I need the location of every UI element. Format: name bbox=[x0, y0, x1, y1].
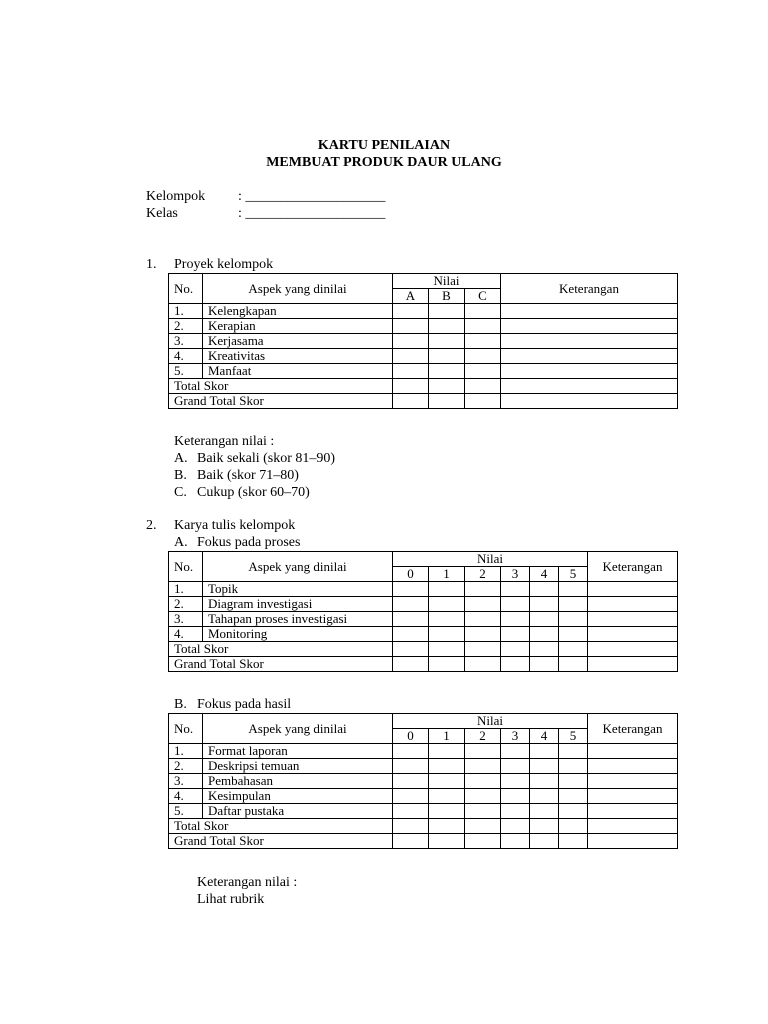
row-aspek: Diagram investigasi bbox=[203, 597, 393, 612]
score-cell[interactable] bbox=[393, 364, 429, 379]
keterangan-cell[interactable] bbox=[501, 349, 678, 364]
row-no: 3. bbox=[169, 774, 203, 789]
table-row bbox=[169, 744, 678, 759]
header-no: No. bbox=[169, 552, 203, 582]
table-row bbox=[169, 582, 678, 597]
score-cell[interactable] bbox=[429, 804, 465, 819]
score-cell[interactable] bbox=[530, 834, 559, 849]
score-cell[interactable] bbox=[530, 744, 559, 759]
score-cell[interactable] bbox=[501, 774, 530, 789]
legend-text: Baik (skor 71–80) bbox=[197, 468, 299, 483]
score-cell[interactable] bbox=[530, 582, 559, 597]
section2-legend-text: Lihat rubrik bbox=[197, 892, 265, 907]
score-2: 2 bbox=[465, 729, 501, 744]
score-cell[interactable] bbox=[393, 819, 429, 834]
row-no: 4. bbox=[169, 349, 203, 364]
keterangan-cell[interactable] bbox=[501, 319, 678, 334]
score-cell[interactable] bbox=[501, 657, 530, 672]
row-no: 3. bbox=[169, 334, 203, 349]
section1-number: 1. bbox=[146, 257, 157, 272]
score-cell[interactable] bbox=[429, 819, 465, 834]
header-keterangan: Keterangan bbox=[501, 274, 678, 304]
score-cell[interactable] bbox=[559, 657, 588, 672]
score-cell[interactable] bbox=[501, 759, 530, 774]
score-cell[interactable] bbox=[559, 744, 588, 759]
row-no: 5. bbox=[169, 804, 203, 819]
score-cell[interactable] bbox=[393, 582, 429, 597]
score-5: 5 bbox=[559, 567, 588, 582]
score-3: 3 bbox=[501, 567, 530, 582]
header-nilai: Nilai bbox=[393, 274, 501, 289]
score-cell[interactable] bbox=[501, 804, 530, 819]
keterangan-cell[interactable] bbox=[588, 582, 678, 597]
row-aspek: Deskripsi temuan bbox=[203, 759, 393, 774]
table-row bbox=[169, 804, 678, 819]
score-cell[interactable] bbox=[559, 642, 588, 657]
row-aspek: Pembahasan bbox=[203, 774, 393, 789]
header-aspek: Aspek yang dinilai bbox=[203, 274, 393, 304]
page-title: KARTU PENILAIAN bbox=[317, 138, 451, 153]
row-aspek: Format laporan bbox=[203, 744, 393, 759]
keterangan-cell[interactable] bbox=[588, 612, 678, 627]
table-row bbox=[169, 349, 678, 364]
score-cell[interactable] bbox=[501, 834, 530, 849]
grand-total-label: Grand Total Skor bbox=[169, 394, 393, 409]
score-cell[interactable] bbox=[559, 804, 588, 819]
score-cell[interactable] bbox=[501, 612, 530, 627]
total-row bbox=[169, 819, 678, 834]
score-cell[interactable] bbox=[429, 319, 465, 334]
section1-legend-title: Keterangan nilai : bbox=[174, 434, 275, 449]
row-no: 4. bbox=[169, 789, 203, 804]
row-aspek: Kerapian bbox=[203, 319, 393, 334]
grand-total-row bbox=[169, 834, 678, 849]
score-cell[interactable] bbox=[429, 627, 465, 642]
keterangan-cell[interactable] bbox=[501, 334, 678, 349]
header-aspek: Aspek yang dinilai bbox=[203, 714, 393, 744]
total-skor-label: Total Skor bbox=[169, 819, 393, 834]
score-cell[interactable] bbox=[465, 379, 501, 394]
table-proyek-kelompok bbox=[168, 273, 678, 409]
row-no: 4. bbox=[169, 627, 203, 642]
score-cell[interactable] bbox=[429, 334, 465, 349]
score-cell[interactable] bbox=[429, 379, 465, 394]
score-cell[interactable] bbox=[530, 657, 559, 672]
keterangan-cell[interactable] bbox=[588, 597, 678, 612]
score-cell[interactable] bbox=[429, 304, 465, 319]
score-cell[interactable] bbox=[530, 597, 559, 612]
keterangan-cell[interactable] bbox=[588, 657, 678, 672]
grand-total-label: Grand Total Skor bbox=[169, 657, 393, 672]
score-cell[interactable] bbox=[530, 789, 559, 804]
table-row bbox=[169, 304, 678, 319]
row-no: 5. bbox=[169, 364, 203, 379]
score-0: 0 bbox=[393, 729, 429, 744]
score-cell[interactable] bbox=[393, 834, 429, 849]
score-cell[interactable] bbox=[393, 744, 429, 759]
kelas-field[interactable]: : ____________________ bbox=[238, 206, 386, 221]
score-cell[interactable] bbox=[465, 364, 501, 379]
score-cell[interactable] bbox=[393, 334, 429, 349]
score-cell[interactable] bbox=[559, 582, 588, 597]
score-cell[interactable] bbox=[429, 582, 465, 597]
grade-c: C bbox=[465, 289, 501, 304]
score-cell[interactable] bbox=[393, 394, 429, 409]
score-cell[interactable] bbox=[393, 379, 429, 394]
score-cell[interactable] bbox=[465, 789, 501, 804]
score-cell[interactable] bbox=[501, 642, 530, 657]
score-cell[interactable] bbox=[465, 304, 501, 319]
score-cell[interactable] bbox=[393, 642, 429, 657]
table-row bbox=[169, 364, 678, 379]
score-cell[interactable] bbox=[559, 759, 588, 774]
score-cell[interactable] bbox=[393, 774, 429, 789]
keterangan-cell[interactable] bbox=[501, 394, 678, 409]
header-aspek: Aspek yang dinilai bbox=[203, 552, 393, 582]
score-cell[interactable] bbox=[393, 319, 429, 334]
score-cell[interactable] bbox=[465, 657, 501, 672]
table-row bbox=[169, 612, 678, 627]
legend-text: Baik sekali (skor 81–90) bbox=[197, 451, 336, 466]
section2b-title: Fokus pada hasil bbox=[197, 697, 292, 712]
score-cell[interactable] bbox=[465, 759, 501, 774]
row-aspek: Tahapan proses investigasi bbox=[203, 612, 393, 627]
keterangan-cell[interactable] bbox=[588, 789, 678, 804]
grand-total-label: Grand Total Skor bbox=[169, 834, 393, 849]
row-aspek: Topik bbox=[203, 582, 393, 597]
score-cell[interactable] bbox=[429, 364, 465, 379]
score-cell[interactable] bbox=[530, 642, 559, 657]
legend-text: Cukup (skor 60–70) bbox=[197, 485, 310, 500]
section2-title: Karya tulis kelompok bbox=[174, 518, 296, 533]
score-cell[interactable] bbox=[393, 349, 429, 364]
score-cell[interactable] bbox=[501, 789, 530, 804]
score-cell[interactable] bbox=[465, 349, 501, 364]
kelompok-field[interactable]: : ____________________ bbox=[238, 189, 386, 204]
table-fokus-proses bbox=[168, 551, 678, 672]
grand-total-row bbox=[169, 657, 678, 672]
row-aspek: Monitoring bbox=[203, 627, 393, 642]
section2-legend-title: Keterangan nilai : bbox=[197, 875, 298, 890]
score-cell[interactable] bbox=[530, 804, 559, 819]
score-cell[interactable] bbox=[393, 804, 429, 819]
score-cell[interactable] bbox=[429, 774, 465, 789]
score-cell[interactable] bbox=[559, 612, 588, 627]
score-1: 1 bbox=[429, 567, 465, 582]
table-row bbox=[169, 597, 678, 612]
grade-a: A bbox=[393, 289, 429, 304]
score-0: 0 bbox=[393, 567, 429, 582]
score-cell[interactable] bbox=[393, 657, 429, 672]
row-no: 2. bbox=[169, 597, 203, 612]
score-cell[interactable] bbox=[429, 642, 465, 657]
score-cell[interactable] bbox=[465, 582, 501, 597]
keterangan-cell[interactable] bbox=[588, 819, 678, 834]
score-cell[interactable] bbox=[501, 627, 530, 642]
row-no: 2. bbox=[169, 319, 203, 334]
score-cell[interactable] bbox=[465, 774, 501, 789]
score-cell[interactable] bbox=[501, 744, 530, 759]
score-cell[interactable] bbox=[429, 612, 465, 627]
score-cell[interactable] bbox=[530, 612, 559, 627]
section2a-label: A. bbox=[174, 535, 188, 550]
score-cell[interactable] bbox=[429, 349, 465, 364]
score-4: 4 bbox=[530, 729, 559, 744]
score-4: 4 bbox=[530, 567, 559, 582]
table-row bbox=[169, 627, 678, 642]
row-no: 2. bbox=[169, 759, 203, 774]
score-cell[interactable] bbox=[465, 804, 501, 819]
kelas-label: Kelas bbox=[146, 206, 178, 221]
grade-b: B bbox=[429, 289, 465, 304]
legend-letter: B. bbox=[174, 468, 187, 483]
score-cell[interactable] bbox=[559, 819, 588, 834]
row-aspek: Kerjasama bbox=[203, 334, 393, 349]
header-nilai: Nilai bbox=[393, 714, 588, 729]
total-skor-label: Total Skor bbox=[169, 642, 393, 657]
header-no: No. bbox=[169, 714, 203, 744]
score-cell[interactable] bbox=[393, 627, 429, 642]
score-cell[interactable] bbox=[530, 759, 559, 774]
score-1: 1 bbox=[429, 729, 465, 744]
score-3: 3 bbox=[501, 729, 530, 744]
score-cell[interactable] bbox=[465, 319, 501, 334]
row-aspek: Kesimpulan bbox=[203, 789, 393, 804]
score-cell[interactable] bbox=[559, 774, 588, 789]
table-fokus-hasil bbox=[168, 713, 678, 849]
score-cell[interactable] bbox=[559, 597, 588, 612]
header-nilai: Nilai bbox=[393, 552, 588, 567]
section2b-label: B. bbox=[174, 697, 187, 712]
header-no: No. bbox=[169, 274, 203, 304]
score-cell[interactable] bbox=[393, 759, 429, 774]
score-cell[interactable] bbox=[429, 744, 465, 759]
score-cell[interactable] bbox=[501, 582, 530, 597]
score-cell[interactable] bbox=[559, 627, 588, 642]
keterangan-cell[interactable] bbox=[501, 304, 678, 319]
row-no: 3. bbox=[169, 612, 203, 627]
kelompok-label: Kelompok bbox=[146, 189, 206, 204]
keterangan-cell[interactable] bbox=[588, 834, 678, 849]
row-aspek: Manfaat bbox=[203, 364, 393, 379]
keterangan-cell[interactable] bbox=[588, 744, 678, 759]
total-row bbox=[169, 642, 678, 657]
score-cell[interactable] bbox=[429, 394, 465, 409]
score-cell[interactable] bbox=[465, 834, 501, 849]
row-aspek: Daftar pustaka bbox=[203, 804, 393, 819]
score-cell[interactable] bbox=[429, 657, 465, 672]
keterangan-cell[interactable] bbox=[588, 642, 678, 657]
score-cell[interactable] bbox=[465, 394, 501, 409]
total-row bbox=[169, 379, 678, 394]
table-row bbox=[169, 774, 678, 789]
row-aspek: Kelengkapan bbox=[203, 304, 393, 319]
row-no: 1. bbox=[169, 304, 203, 319]
section1-title: Proyek kelompok bbox=[174, 257, 274, 272]
score-cell[interactable] bbox=[465, 744, 501, 759]
score-cell[interactable] bbox=[429, 834, 465, 849]
score-cell[interactable] bbox=[559, 834, 588, 849]
score-cell[interactable] bbox=[465, 612, 501, 627]
score-cell[interactable] bbox=[393, 789, 429, 804]
score-cell[interactable] bbox=[429, 597, 465, 612]
score-cell[interactable] bbox=[465, 597, 501, 612]
keterangan-cell[interactable] bbox=[588, 759, 678, 774]
row-aspek: Kreativitas bbox=[203, 349, 393, 364]
score-cell[interactable] bbox=[429, 759, 465, 774]
table-row bbox=[169, 334, 678, 349]
row-no: 1. bbox=[169, 744, 203, 759]
score-2: 2 bbox=[465, 567, 501, 582]
score-cell[interactable] bbox=[393, 597, 429, 612]
header-keterangan: Keterangan bbox=[588, 552, 678, 582]
score-5: 5 bbox=[559, 729, 588, 744]
score-cell[interactable] bbox=[465, 642, 501, 657]
section2-number: 2. bbox=[146, 518, 157, 533]
score-cell[interactable] bbox=[559, 789, 588, 804]
section2a-title: Fokus pada proses bbox=[197, 535, 301, 550]
header-keterangan: Keterangan bbox=[588, 714, 678, 744]
keterangan-cell[interactable] bbox=[501, 364, 678, 379]
score-cell[interactable] bbox=[530, 819, 559, 834]
score-cell[interactable] bbox=[429, 789, 465, 804]
row-no: 1. bbox=[169, 582, 203, 597]
keterangan-cell[interactable] bbox=[501, 379, 678, 394]
keterangan-cell[interactable] bbox=[588, 774, 678, 789]
score-cell[interactable] bbox=[465, 627, 501, 642]
score-cell[interactable] bbox=[393, 304, 429, 319]
table-row bbox=[169, 759, 678, 774]
page-subtitle: MEMBUAT PRODUK DAUR ULANG bbox=[266, 155, 502, 170]
score-cell[interactable] bbox=[465, 819, 501, 834]
keterangan-cell[interactable] bbox=[588, 804, 678, 819]
score-cell[interactable] bbox=[501, 819, 530, 834]
score-cell[interactable] bbox=[465, 334, 501, 349]
score-cell[interactable] bbox=[530, 627, 559, 642]
total-skor-label: Total Skor bbox=[169, 379, 393, 394]
score-cell[interactable] bbox=[530, 774, 559, 789]
table-row bbox=[169, 319, 678, 334]
score-cell[interactable] bbox=[501, 597, 530, 612]
score-cell[interactable] bbox=[393, 612, 429, 627]
table-row bbox=[169, 789, 678, 804]
keterangan-cell[interactable] bbox=[588, 627, 678, 642]
legend-letter: C. bbox=[174, 485, 187, 500]
grand-total-row bbox=[169, 394, 678, 409]
legend-letter: A. bbox=[174, 451, 188, 466]
